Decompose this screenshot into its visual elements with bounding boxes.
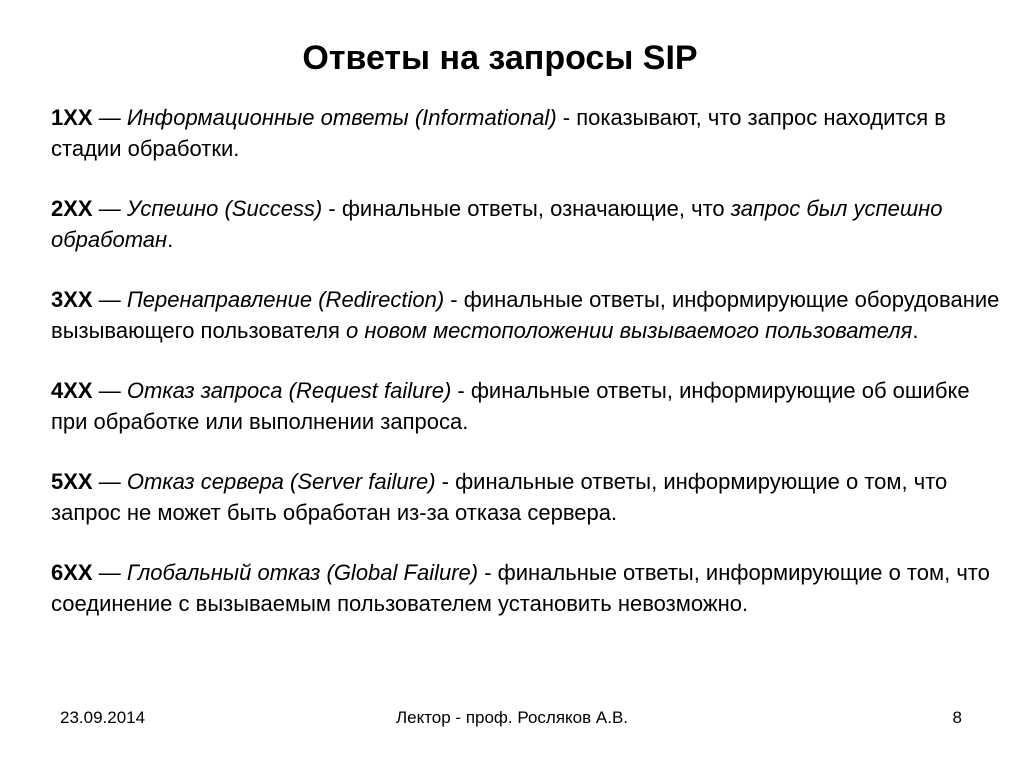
response-code: 1XX xyxy=(51,105,93,130)
response-description: - финальные ответы, информирующие об ошибке при обработке или выполнении запроса. xyxy=(51,378,970,434)
response-description: - показывают, что запрос находится в стадии обработки. xyxy=(51,105,946,161)
slide-footer xyxy=(0,700,1024,736)
dash-separator: — xyxy=(92,287,127,312)
response-item-5xx xyxy=(51,466,1001,528)
response-description-emphasis: запрос был успешно обработан xyxy=(51,196,943,252)
footer-date: 23.09.2014 xyxy=(60,708,146,727)
response-description: - финальные ответы, информирующие оборудование вызывающего пользователя xyxy=(51,287,1000,343)
response-item-2xx xyxy=(51,193,1001,255)
dash-separator: — xyxy=(92,105,127,130)
response-description-end: . xyxy=(912,318,919,343)
response-code: 4XX xyxy=(51,378,93,403)
response-list xyxy=(51,102,1001,619)
dash-separator: — xyxy=(92,469,127,494)
response-code: 5XX xyxy=(51,469,93,494)
dash-separator: — xyxy=(92,560,127,585)
response-code: 6XX xyxy=(51,560,93,585)
footer-lecturer: Лектор - проф. Росляков А.В. xyxy=(395,708,629,727)
dash-separator: — xyxy=(92,196,127,221)
response-description: - финальные ответы, информирующие о том, что запрос не может быть обработан из-за отказа сервера. xyxy=(51,469,948,525)
response-description: - финальные ответы, информирующие о том, что соединение с вызываемым пользователем установить невозможно. xyxy=(51,560,990,616)
response-description-emphasis: о новом местоположении вызываемого пользователя xyxy=(345,318,913,343)
response-item-1xx xyxy=(51,102,1001,164)
response-code: 3XX xyxy=(51,287,93,312)
response-item-3xx xyxy=(51,284,1001,346)
response-item-6xx xyxy=(51,557,1001,619)
response-category: Перенаправление (Redirection) xyxy=(126,287,445,312)
response-code: 2XX xyxy=(51,196,93,221)
slide-title: Ответы на запросы SIP xyxy=(302,39,698,77)
response-category: Информационные ответы (Informational) xyxy=(126,105,557,130)
response-description: - финальные ответы, означающие, что xyxy=(322,196,731,221)
dash-separator: — xyxy=(92,378,127,403)
response-category: Отказ запроса (Request failure) xyxy=(126,378,452,403)
response-description-end: . xyxy=(167,227,174,252)
page-number: 8 xyxy=(952,708,962,727)
response-category: Глобальный отказ (Global Failure) xyxy=(126,560,479,585)
response-category: Успешно (Success) xyxy=(126,196,323,221)
response-category: Отказ сервера (Server failure) xyxy=(126,469,436,494)
response-item-4xx xyxy=(51,375,1001,437)
